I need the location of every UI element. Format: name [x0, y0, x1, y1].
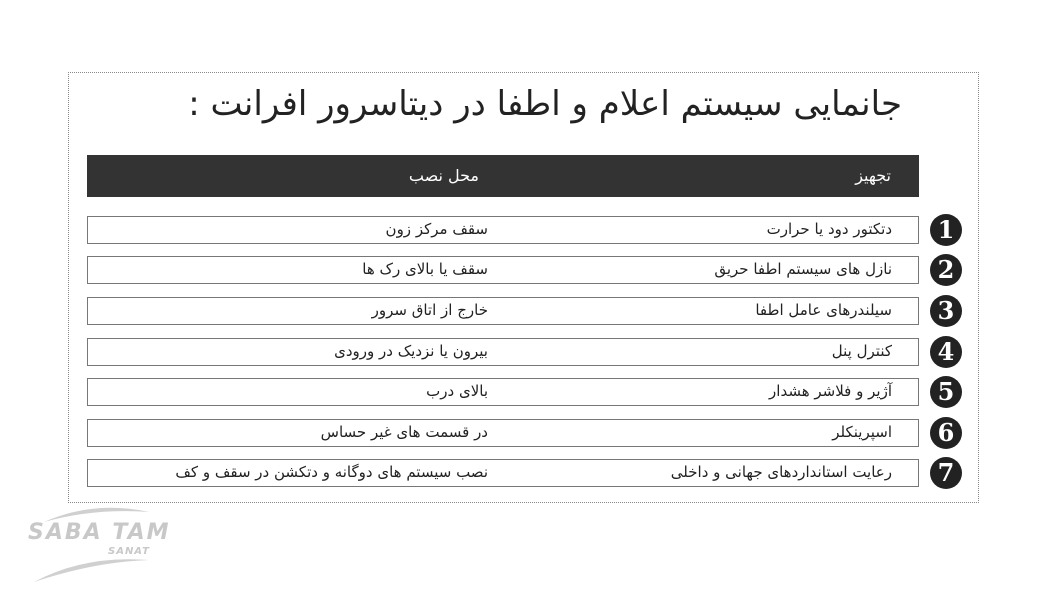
- equipment-cell: اسپرینکلر: [832, 423, 892, 441]
- equipment-cell: رعایت استانداردهای جهانی و داخلی: [670, 463, 892, 481]
- row-number-badge: 2: [930, 254, 962, 286]
- header-equipment: تجهیز: [855, 166, 891, 185]
- header-location: محل نصب: [408, 166, 479, 185]
- row-number-badge: 4: [930, 336, 962, 368]
- location-cell: خارج از اتاق سرور: [371, 301, 488, 319]
- table-row: [87, 297, 919, 325]
- table-row: [87, 419, 919, 447]
- location-cell: سقف یا بالای رک ها: [362, 260, 488, 278]
- row-number-badge: 3: [930, 295, 962, 327]
- logo-subtext: SANAT: [108, 546, 150, 557]
- table-row: [87, 256, 919, 284]
- location-cell: بالای درب: [426, 382, 488, 400]
- table-header: [87, 155, 919, 197]
- table-row: [87, 459, 919, 487]
- row-number-badge: 6: [930, 417, 962, 449]
- page-title: جانمایی سیستم اعلام و اطفا در دیتاسرور افرانت :: [188, 84, 902, 124]
- row-number-badge: 7: [930, 457, 962, 489]
- equipment-cell: نازل های سیستم اطفا حریق: [714, 260, 892, 278]
- equipment-cell: آژیر و فلاشر هشدار: [769, 382, 892, 400]
- location-cell: سقف مرکز زون: [385, 220, 488, 238]
- location-cell: نصب سیستم های دوگانه و دتکشن در سقف و کف: [175, 463, 488, 481]
- table-row: [87, 216, 919, 244]
- equipment-cell: دتکتور دود یا حرارت: [766, 220, 892, 238]
- equipment-cell: کنترل پنل: [831, 342, 892, 360]
- table-row: [87, 338, 919, 366]
- logo: [24, 500, 171, 590]
- logo-swoosh-icon: [24, 500, 154, 590]
- row-number-badge: 1: [930, 214, 962, 246]
- table-row: [87, 378, 919, 406]
- location-cell: بیرون یا نزدیک در ورودی: [334, 342, 488, 360]
- row-number-badge: 5: [930, 376, 962, 408]
- logo-text: SABA TAM: [28, 520, 171, 545]
- equipment-cell: سیلندرهای عامل اطفا: [755, 301, 892, 319]
- location-cell: در قسمت های غیر حساس: [320, 423, 488, 441]
